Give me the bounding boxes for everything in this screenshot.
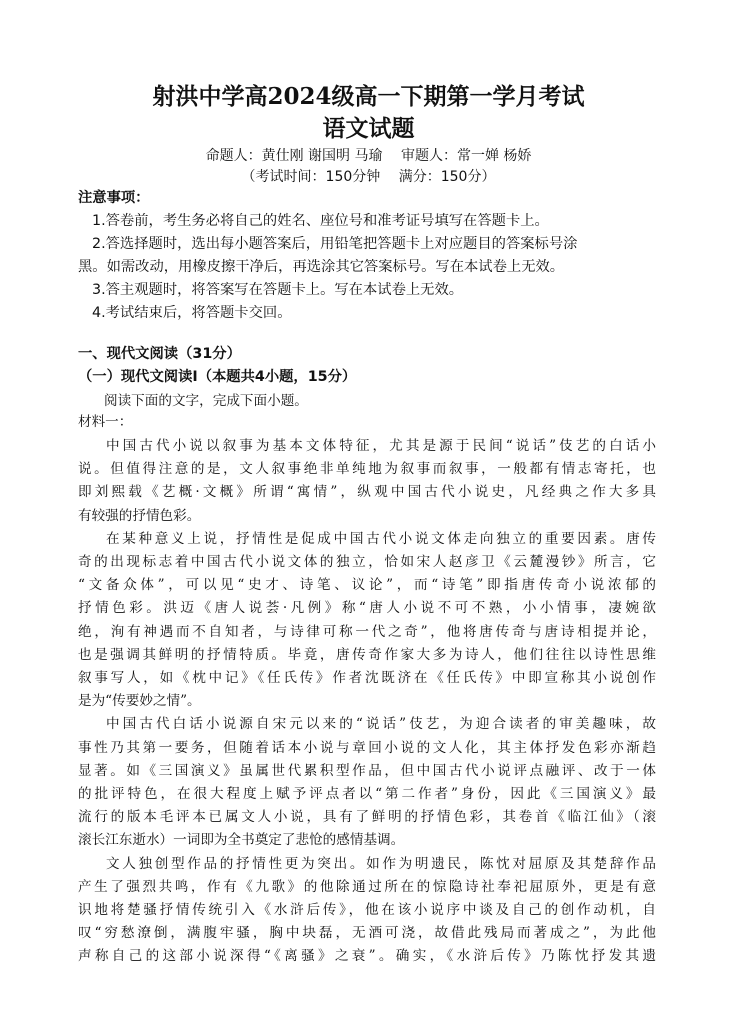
exam-authors: 命题人：黄仕刚 谢国明 马瑜 审题人：常一婵 杨娇 (205, 148, 532, 164)
exam-title: 射洪中学高2024级高一下期第一学月考试 (152, 83, 585, 110)
notice-item: 1.答卷前，考生务必将自己的姓名、座位号和准考证号填写在答题卡上。 (92, 213, 549, 229)
notice-heading: 注意事项： (78, 190, 150, 206)
passage-line: 绝，洵有神遇而不自知者，与诗律可称一代之奇”，他将唐传奇与唐诗相提并论， (78, 623, 656, 640)
passage-line: 中国古代白话小说源自宋元以来的“说话”伎艺，为迎合读者的审美趣味，故 (106, 716, 656, 733)
passage-line: 识地将楚骚抒情传统引入《水浒后传》，他在该小说序中谈及自己的创作动机，自 (78, 902, 656, 918)
exam-info: （考试时间：150分钟 满分：150分） (241, 169, 496, 185)
notice-item: 黑。如需改动，用橡皮擦干净后，再选涂其它答案标号。写在本试卷上无效。 (78, 259, 565, 275)
passage-line: 声称自己的这部小说深得“《离骚》之衰”。确实，《水浒后传》乃陈忱抒发其遗 (78, 948, 656, 965)
passage-line: 抒情色彩。洪迈《唐人说荟·凡例》称“唐人小说不可不熟，小小情事，凄婉欲 (78, 600, 656, 617)
passage-line: 在某种意义上说，抒情性是促成中国古代小说文体走向独立的重要因素。唐传 (106, 530, 656, 547)
passage-line: 中国古代小说以叙事为基本文体特征，尤其是源于民间“说话”伎艺的白话小 (106, 438, 656, 454)
passage-line: 叙事写人，如《枕中记》《任氏传》作者沈既济在《任氏传》中即宣称其小说创作 (78, 670, 656, 686)
section-instruction: 阅读下面的文字，完成下面小题。 (104, 393, 308, 409)
notice-item: 3.答主观题时，将答案写在答题卡上。写在本试卷上无效。 (92, 282, 464, 298)
passage-line: 有较强的抒情色彩。 (78, 507, 201, 524)
passage-line: 事性乃其第一要务，但随着话本小说与章回小说的文人化，其主体抒发色彩亦渐趋 (78, 739, 656, 756)
passage-line: 也是强调其鲜明的抒情特质。毕竟，唐传奇作家大多为诗人，他们往往以诗性思维 (78, 646, 656, 663)
material-label: 材料一： (78, 414, 133, 430)
passage-line: 说。但值得注意的是，文人叙事绝非单纯地为叙事而叙事，一般都有情志寄托，也 (78, 461, 656, 478)
passage-line: 是为“传要妙之情”。 (78, 693, 201, 710)
passage-line: 叹“穷愁潦倒，满腹牢骚，胸中块磊，无酒可浇，故借此残局而著成之”，为此他 (78, 925, 656, 942)
passage-line: 奇的出现标志着中国古代小说文体的独立，恰如宋人赵彦卫《云麓漫钞》所言，它 (78, 554, 656, 570)
passage-line: 即刘熙载《艺概·文概》所谓“寓情”，纵观中国古代小说史，凡经典之作大多具 (78, 484, 656, 501)
notice-item: 2.答选择题时，选出每小题答案后，用铅笔把答题卡上对应题目的答案标号涂 (92, 236, 578, 252)
notice-item: 4.考试结束后，将答题卡交回。 (92, 305, 292, 321)
section-subheading: （一）现代文阅读Ⅰ（本题共4小题，15分） (78, 369, 357, 385)
passage-line: 的批评特色，在很大程度上赋予评点者以“第二作者”身份，因此《三国演义》最 (78, 786, 656, 802)
passage-line: “文备众体”，可以见“史才、诗笔、议论”，而“诗笔”即指唐传奇小说浓郁的 (78, 577, 656, 594)
exam-subtitle: 语文试题 (322, 115, 415, 142)
passage-line: 产生了强烈共鸣，作有《九歌》的他除通过所在的惊隐诗社奉祀屈原外，更是有意 (78, 878, 656, 895)
passage-line: 显著。如《三国演义》虽属世代累积型作品，但中国古代小说评点融评、改于一体 (78, 762, 656, 779)
section-heading: 一、现代文阅读（31分） (78, 346, 241, 362)
passage-line: 文人独创型作品的抒情性更为突出。如作为明遗民，陈忱对屈原及其楚辞作品 (106, 855, 656, 872)
passage-line: 滚长江东逝水）一词即为全书奠定了悲怆的感情基调。 (78, 832, 405, 849)
passage-line: 流行的版本毛评本已属文人小说，具有了鲜明的抒情色彩，其卷首《临江仙》（滚 (78, 809, 656, 826)
